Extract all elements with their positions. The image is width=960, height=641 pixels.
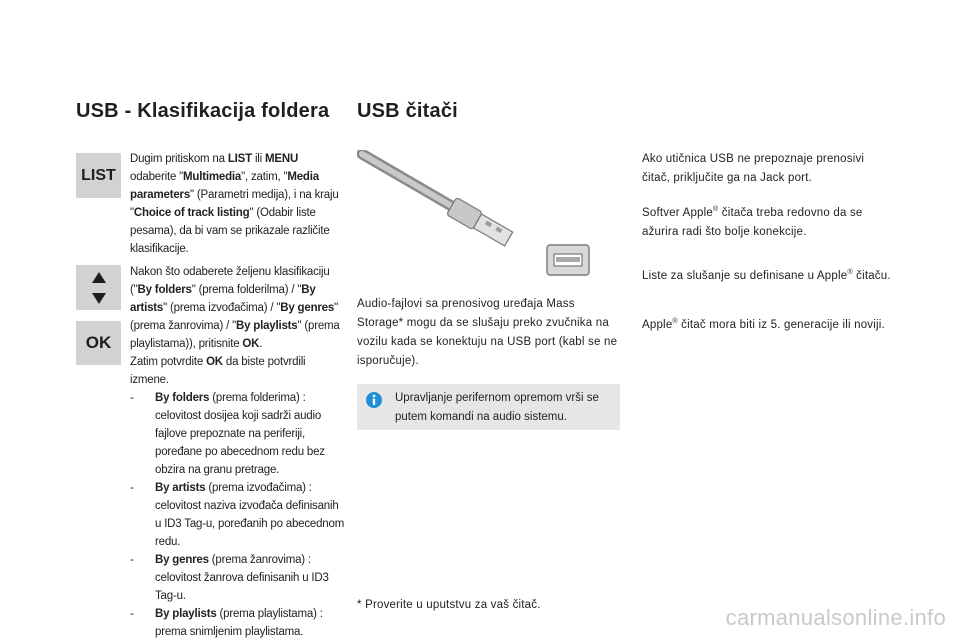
list-item: - By folders (prema folderima) : celovitost dosijea koji sadrži audio fajlove prepoznate na periferiji, poređane po abecednom redu bez obzira na granu pretrage. (130, 392, 325, 476)
list-item: - By artists (prema izvođačima) : celovitost naziva izvođača definisanih u ID3 Tag-u, poređanih po abecednom redu. (130, 482, 345, 548)
list-item: - By genres (prema žanrovima) : celovitost žanrova definisanih u ID3 Tag-u. (130, 554, 329, 602)
ok-button-label: OK (85, 333, 112, 352)
list-button (76, 153, 121, 198)
info-icon (366, 392, 382, 408)
section-title-folder-classification: USB - Klasifikacija foldera (76, 100, 330, 122)
info-box (357, 384, 620, 430)
navigation-arrows-button (76, 265, 121, 310)
section-title-usb-readers: USB čitači (357, 100, 458, 122)
ok-button (76, 321, 121, 365)
usb-description: Audio-fajlovi sa prenosivog uređaja Mass Storage* mogu da se slušaju preko zvučnika na vozilu kada se konektuju na USB port (kabl se ne isporučuje). (357, 298, 618, 367)
up-down-arrows-icon (89, 269, 109, 307)
footnote: * Proverite u uputstvu za vaš čitač. (357, 599, 541, 611)
list-item: - By playlists (prema playlistama) : prema snimljenim playlistama. (130, 608, 323, 638)
info-text: Upravljanje perifernom opremom vrši se putem komandi na audio sistemu. (395, 392, 599, 423)
usb-not-recognized-note: Ako utičnica USB ne prepoznaje prenosivi čitač, priključite ga na Jack port. (642, 153, 865, 184)
apple-software-note: Softver Apple® čitača treba redovno da se ažurira radi što bolje konekcije. (642, 206, 863, 238)
playlist-note: Liste za slušanje su definisane u Apple® čitaču. (642, 269, 891, 282)
instruction-paragraph-1: Dugim pritiskom na LIST ili MENU odaberite "Multimedia", zatim, "Media parameters" (Parametri medija), i na kraju "Choice of track listing" (Odabir liste pesama), da bi vam se prikazale različite klasifikacije. (130, 153, 339, 255)
watermark: carmanualsonline.info (725, 605, 946, 630)
list-button-label: LIST (81, 166, 116, 184)
apple-generation-note: Apple® čitač mora biti iz 5. generacije ili noviji. (642, 318, 885, 331)
usb-cable-illustration (357, 150, 622, 280)
instruction-paragraph-2: Nakon što odaberete željenu klasifikaciju ("By folders" (prema folderilma) / "By artists" (prema izvođačima) / "By genres" (prema žanrovima) / "By playlists" (prema playlistama)), pritisnite OK. Zatim potvrdite OK da biste potvrdili izmene. - By folders (prema folderima) : celovitost dosijea koji sadrži audio fajlove prepoznate na periferiji, poređane po abecednom redu bez obzira na granu pretrage. - By artists (prema izvođačima) : celovitost naziva izvođača definisanih u ID3 Tag-u, poređanih po abecednom redu. - By genres (prema žanrovima) : celovitost žanrova definisanih u ID3 Tag-u. - By playlists (prema playlistama) : prema snimljenim playlistama. (130, 263, 345, 641)
